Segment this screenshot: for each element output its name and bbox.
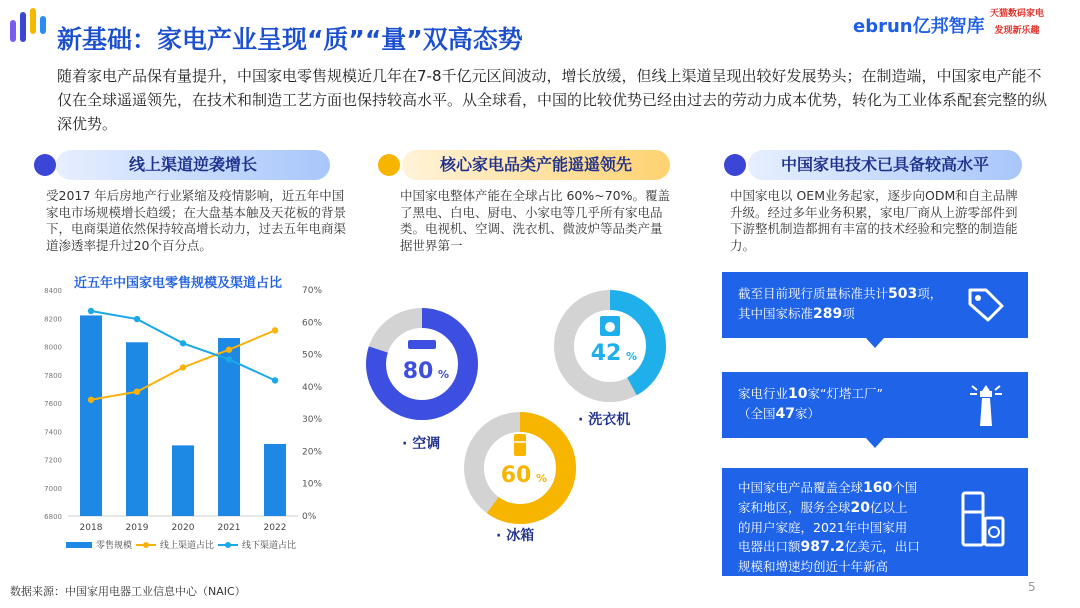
header-accent-icon	[8, 6, 48, 50]
lighthouse-icon	[966, 382, 1006, 428]
info-box-lighthouse	[722, 372, 1028, 438]
box3-value-export: 987.2	[800, 539, 845, 555]
box1-value-a: 503	[888, 286, 918, 302]
bar-retail-scale	[172, 445, 194, 516]
legend-swatch-dot	[143, 542, 149, 548]
point-online-share	[134, 389, 140, 395]
y-left-tick-label: 8200	[44, 315, 62, 324]
section-title-capacity: 核心家电品类产能遥遥领先	[402, 150, 670, 180]
data-source-note: 数据来源：中国家用电器工业信息中心（NAIC）	[10, 585, 246, 598]
point-offline-share	[180, 340, 186, 346]
y-right-tick-label: 0%	[302, 512, 317, 522]
air-conditioner-icon	[408, 340, 436, 349]
y-right-tick-label: 40%	[302, 382, 323, 393]
box2-text-d: （全国	[738, 406, 776, 421]
box3-line4: 电器出口额	[738, 539, 801, 554]
section-text-capacity: 中国家电整体产能在全球占比 60%~70%。覆盖了黑电、白电、厨电、小家电等几乎所有家电品类。电视机、空调、洗衣机、微波炉等品类产量据世界第一	[400, 188, 671, 253]
tmall-logo-line2: 发现新乐趣	[994, 26, 1040, 36]
washer-door	[605, 322, 615, 332]
box3-line1-end: 个国	[892, 480, 918, 495]
y-right-tick-label: 60%	[302, 318, 323, 329]
y-left-tick-label: 8000	[44, 343, 62, 352]
section-bullet-icon	[724, 154, 746, 176]
bar-retail-scale	[218, 338, 240, 516]
box3-line5: 规模和增速均创近十年新高	[738, 559, 889, 574]
point-online-share	[272, 327, 278, 333]
y-right-tick-label: 10%	[302, 479, 323, 490]
box2-value-b: 47	[775, 406, 795, 422]
donut-value: 80	[402, 359, 434, 384]
y-left-tick-label: 6800	[44, 513, 62, 521]
air-conditioner-body	[408, 340, 436, 349]
page-title: 新基础：家电产业呈现“质”“量”双高态势	[57, 25, 523, 54]
intro-paragraph: 随着家电产品保有量提升，中国家电零售规模近几年在7-8千亿元区间波动，增长放缓，但线上渠道呈现出较好发展势头；在制造端，中国家电产能不仅在全球遥遥领先，在技术和制造工艺方面也保持较高水平。从全球看，中国的比较优势已经由过去的劳动力成本优势，转化为工业体系配套完整的纵深优势。	[57, 67, 1048, 133]
category-share-donuts	[360, 282, 705, 572]
point-offline-share	[226, 356, 232, 362]
bar-retail-scale	[264, 444, 286, 516]
box1-text-c: 项，	[917, 286, 943, 301]
washing-machine-icon	[600, 316, 620, 336]
box1-text-a: 截至目前现行质量标准共计	[738, 286, 889, 301]
section-bullet-icon	[378, 154, 400, 176]
legend-swatch-bar	[66, 542, 92, 548]
y-right-tick-label: 70%	[302, 286, 323, 296]
section-text-technology: 中国家电以 OEM业务起家，逐步向ODM和自主品牌升级。经过多年业务积累，家电厂商从上游零部件到下游整机制造都拥有丰富的技术经验和完整的制造能力。	[730, 188, 1018, 253]
y-left-tick-label: 7400	[44, 428, 62, 437]
y-right-tick-label: 20%	[302, 447, 323, 458]
y-left-tick-label: 7800	[44, 371, 62, 380]
info-box-export	[722, 468, 1028, 576]
y-left-tick-label: 8400	[44, 287, 62, 295]
box1-value-b: 289	[813, 306, 843, 322]
y-left-tick-label: 7600	[44, 400, 62, 408]
flow-arrow-icon	[866, 438, 884, 448]
fridge-body	[514, 434, 526, 456]
point-offline-share	[272, 377, 278, 383]
flow-arrow-icon	[866, 338, 884, 348]
y-left-tick-label: 7200	[44, 456, 62, 465]
box2-text-a: 家电行业	[738, 386, 789, 401]
donut-label: · 空调	[402, 436, 441, 452]
section-title-technology: 中国家电技术已具备较高水平	[748, 150, 1022, 180]
section-text-online: 受2017 年后房地产行业紧缩及疫情影响，近五年中国家电市场规模增长趋缓；在大盘基本触及天花板的背景下，电商渠道依然保持较高增长动力，过去五年电商渠道渗透率提升过20个百分点。	[46, 188, 347, 253]
box3-line2: 家和地区，服务全球	[738, 500, 851, 515]
legend-label: 零售规模	[96, 541, 133, 551]
x-tick-label: 2020	[171, 523, 195, 533]
info-box-standards	[722, 272, 1028, 338]
point-offline-share	[88, 308, 94, 314]
box2-value-a: 10	[788, 386, 808, 402]
x-tick-label: 2019	[125, 523, 149, 533]
box3-value-countries: 160	[863, 480, 893, 496]
box1-text-d: 其中国家标准	[738, 306, 814, 321]
box2-text-c: 家“灯塔工厂”	[807, 386, 883, 401]
x-tick-label: 2021	[217, 523, 241, 533]
legend-label: 线上渠道占比	[160, 541, 215, 551]
section-title-online: 线上渠道逆袭增长	[56, 150, 330, 180]
y-right-tick-label: 50%	[302, 350, 323, 361]
donut-value: 60	[500, 463, 532, 488]
ebrun-logo: ebrun亿邦智库	[853, 16, 985, 37]
tmall-logo-line1: 天猫数码家电	[989, 9, 1044, 19]
box3-line2-end: 亿以上	[870, 500, 908, 515]
chart-title: 近五年中国家电零售规模及渠道占比	[74, 276, 283, 291]
refrigerator-icon	[514, 434, 526, 456]
donut-value-unit: %	[536, 472, 548, 485]
legend-swatch-dot	[225, 542, 231, 548]
y-left-tick-label: 7000	[44, 484, 62, 493]
donut-label: · 冰箱	[496, 528, 535, 544]
bar-retail-scale	[126, 342, 148, 516]
donut-value-unit: %	[438, 368, 450, 381]
box3-line4-end: 亿美元，出口	[844, 539, 920, 554]
point-offline-share	[134, 316, 140, 322]
page-number: 5	[1028, 580, 1036, 594]
bar-retail-scale	[80, 315, 102, 516]
tmall-logo	[985, 6, 1049, 46]
donut-value-unit: %	[626, 350, 638, 363]
box1-text-f: 项	[842, 306, 855, 321]
point-online-share	[88, 397, 94, 403]
box2-text-f: 家）	[795, 406, 821, 421]
retail-channel-chart	[36, 282, 336, 562]
tag-icon	[966, 286, 1006, 324]
point-online-share	[226, 347, 232, 353]
section-bullet-icon	[34, 154, 56, 176]
x-tick-label: 2022	[263, 523, 287, 533]
x-tick-label: 2018	[79, 523, 103, 533]
legend-label: 线下渠道占比	[242, 541, 297, 551]
point-online-share	[180, 364, 186, 370]
donut-value: 42	[590, 341, 622, 366]
appliance-icon	[960, 490, 1006, 548]
box3-value-users: 20	[850, 500, 870, 516]
box3-line3: 的用户家庭，2021年中国家用	[738, 520, 908, 535]
box3-line1: 中国家电产品覆盖全球	[738, 480, 864, 495]
y-right-tick-label: 30%	[302, 415, 323, 426]
donut-label: · 洗衣机	[578, 412, 631, 428]
